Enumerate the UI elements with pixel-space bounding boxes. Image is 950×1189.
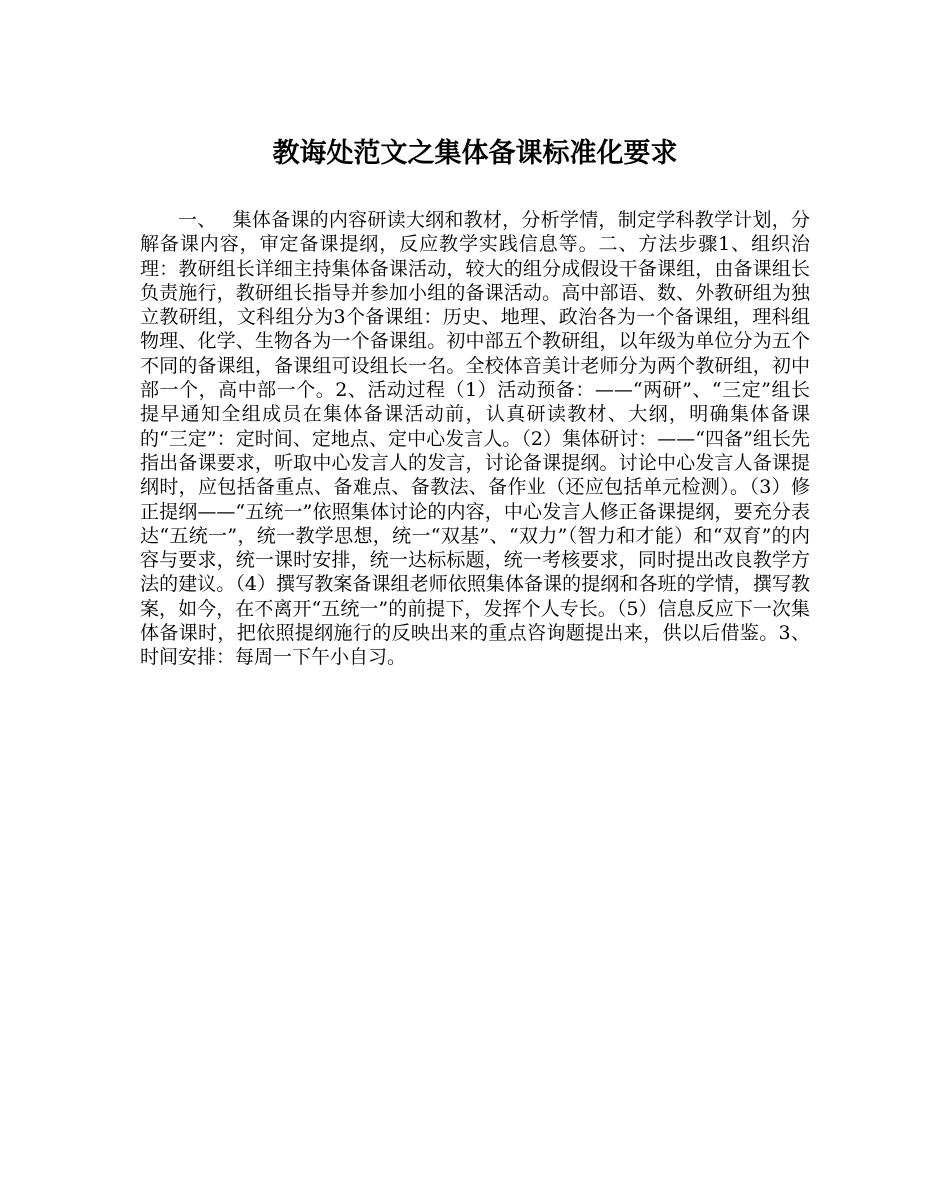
document-title: 教诲处范文之集体备课标准化要求	[272, 138, 678, 169]
document-body-paragraph: 一、 集体备课的内容研读大纲和教材，分析学情，制定学科教学计划，分解备课内容，审定备课提纲，反应教学实践信息等。二、方法步骤1、组织治理：教研组长详细主持集体备课活动，较大的组分成假设干备课组，由备课组长负责施行，教研组长指导并参加小组的备课活动。高中部语、数、外教研组为独立教研组，文科组分为3个备课组：历史、地理、政治各为一个备课组，理科组物理、化学、生物各为一个备课组。初中部五个教研组，以年级为单位分为五个不同的备课组，备课组可设组长一名。全校体音美计老师分为两个教研组，初中部一个，高中部一个。2、活动过程（1）活动预备：——“两研”、“三定”组长提早通知全组成员在集体备课活动前，认真研读教材、大纲，明确集体备课的“三定”：定时间、定地点、定中心发言人。（2）集体研讨：——“四备”组长先指出备课要求，听取中心发言人的发言，讨论备课提纲。讨论中心发言人备课提纲时，应包括备重点、备难点、备教法、备作业（还应包括单元检测）。（3）修正提纲——“五统一”依照集体讨论的内容，中心发言人修正备课提纲，要充分表达“五统一”，统一教学思想，统一“双基”、“双力”（智力和才能）和“双育”的内容与要求，统一课时安排，统一达标标题，统一考核要求，同时提出改良教学方法的建议。（4）撰写教案备课组老师依照集体备课的提纲和各班的学情，撰写教案，如今，在不离开“五统一”的前提下，发挥个人专长。（5）信息反应下一次集体备课时，把依照提纲施行的反映出来的重点咨询题提出来，供以后借鉴。3、时间安排：每周一下午小自习。	[140, 209, 810, 669]
